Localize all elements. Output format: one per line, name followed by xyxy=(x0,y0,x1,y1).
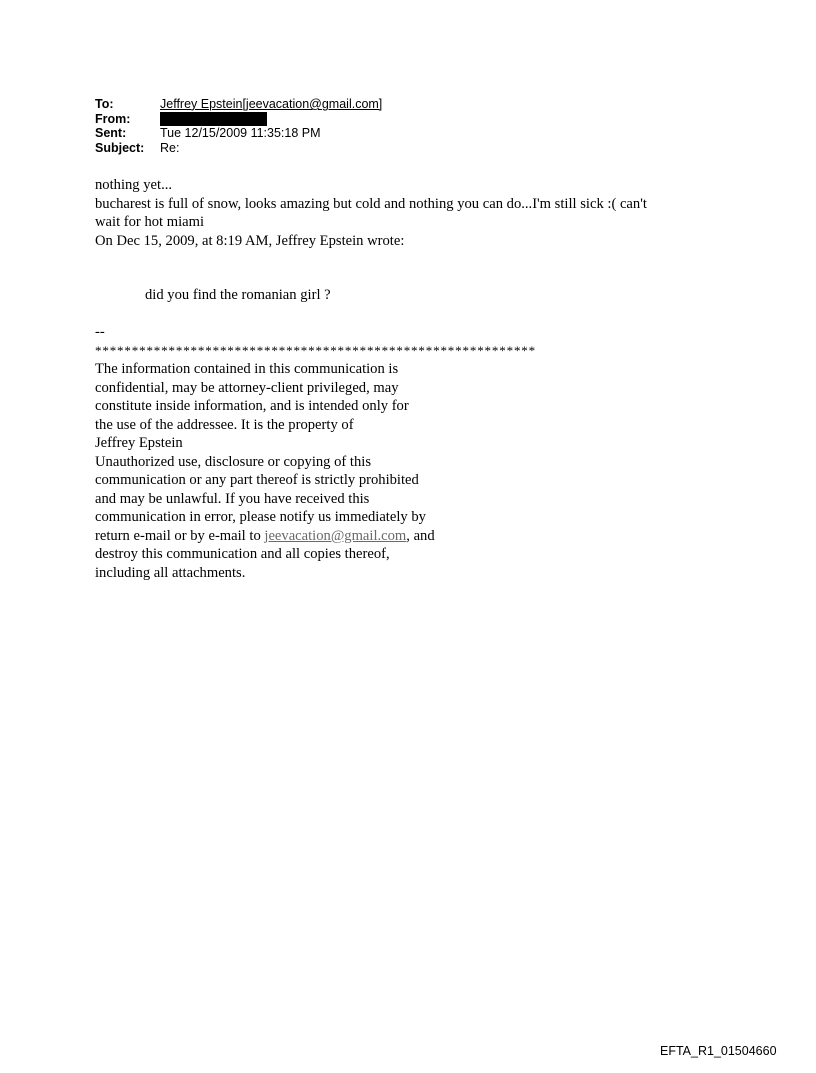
return-prefix: return e-mail or by e-mail to xyxy=(95,527,265,544)
confidentiality-notice xyxy=(95,323,536,582)
reply-attribution: On Dec 15, 2009, at 8:19 AM, Jeffrey Epstein wrote: xyxy=(95,232,405,249)
sig-dashes: -- xyxy=(95,324,105,340)
message-body xyxy=(95,176,647,250)
email-header xyxy=(95,97,382,155)
from-row xyxy=(95,112,382,127)
redaction-block xyxy=(160,112,267,126)
to-value: Jeffrey Epstein[jeevacation@gmail.com] xyxy=(160,97,383,111)
sig-stars: ************************************************************ xyxy=(95,342,536,358)
subject-row xyxy=(95,141,382,156)
from-label: From: xyxy=(95,111,131,126)
quoted-message: did you find the romanian girl ? xyxy=(145,287,331,303)
email-link[interactable]: jeevacation@gmail.com xyxy=(264,527,407,544)
to-label: To: xyxy=(95,97,114,111)
subject-value: Re: xyxy=(160,140,180,155)
notice-line: the use of the addressee. It is the property of xyxy=(95,416,354,433)
notice-line: destroy this communication and all copies thereof, xyxy=(95,546,390,562)
to-row xyxy=(95,97,382,112)
notice-line: Unauthorized use, disclosure or copying of this xyxy=(95,453,372,470)
sent-value: Tue 12/15/2009 11:35:18 PM xyxy=(160,126,321,140)
return-suffix: , and xyxy=(406,527,435,544)
notice-line: communication or any part thereof is strictly prohibited xyxy=(95,472,419,488)
document-id: EFTA_R1_01504660 xyxy=(660,1044,777,1058)
sent-row xyxy=(95,126,382,141)
notice-line: constitute inside information, and is intended only for xyxy=(95,398,409,414)
notice-line: communication in error, please notify us immediately by xyxy=(95,509,426,525)
notice-line: and may be unlawful. If you have received this xyxy=(95,490,370,507)
body-line: nothing yet... xyxy=(95,177,173,193)
notice-line: confidential, may be attorney-client privileged, may xyxy=(95,379,399,396)
notice-line: Jeffrey Epstein xyxy=(95,435,183,451)
body-line: bucharest is full of snow, looks amazing but cold and nothing you can do...I'm still sick :( can't xyxy=(95,195,647,212)
notice-line: The information contained in this communication is xyxy=(95,361,399,377)
notice-line: including all attachments. xyxy=(95,564,246,581)
body-line: wait for hot miami xyxy=(95,214,205,230)
notice-line-return xyxy=(95,527,536,546)
subject-label: Subject: xyxy=(95,140,145,155)
sent-label: Sent: xyxy=(95,126,127,140)
